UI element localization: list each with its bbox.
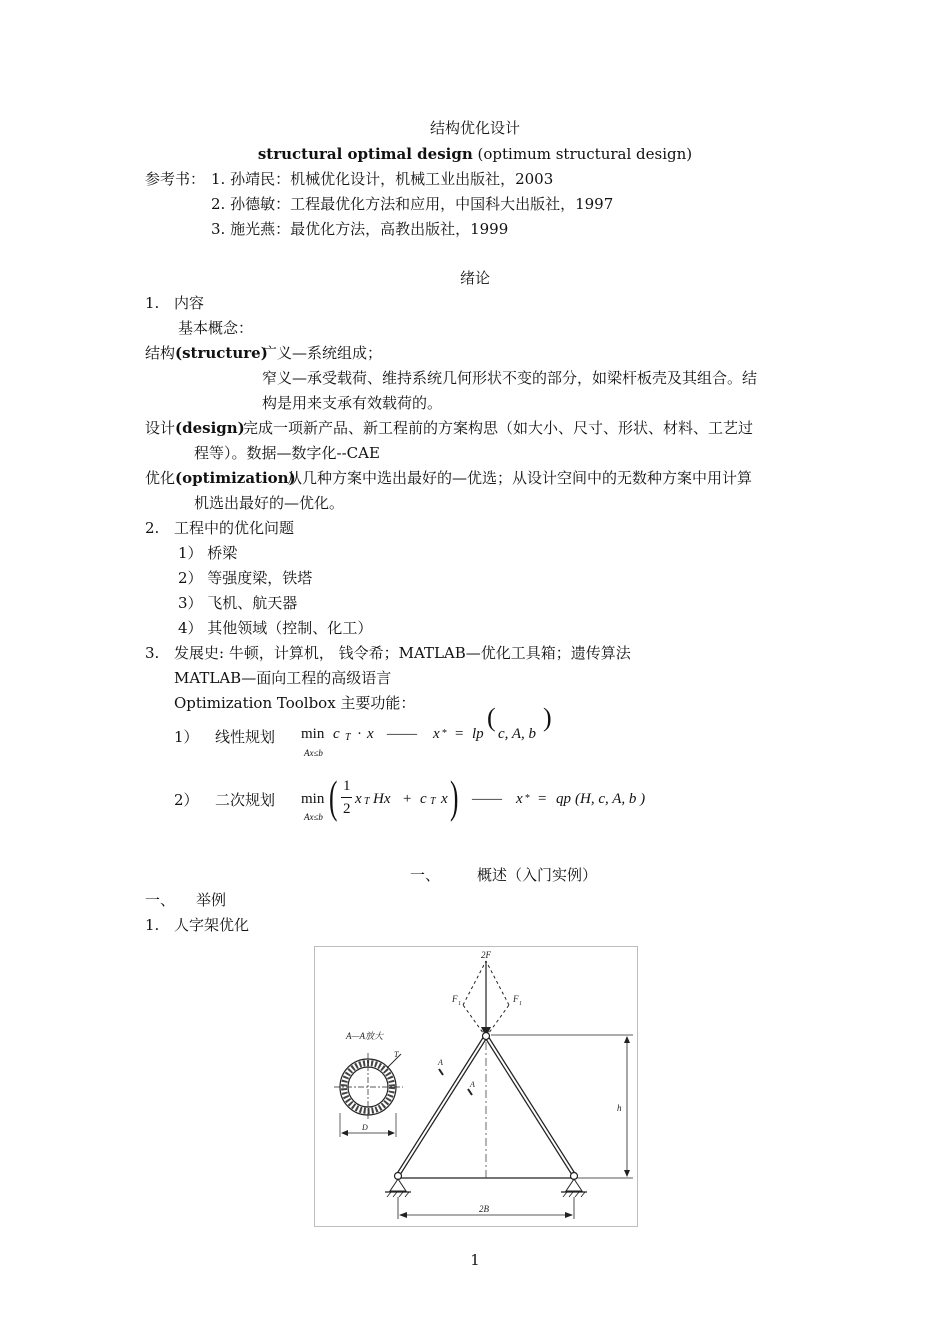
toolbox-text: Optimization Toolbox 主要功能： — [174, 694, 416, 712]
formula-name: 线性规划 — [215, 728, 276, 746]
page-number: 1 — [470, 1251, 480, 1269]
optimization-text: 从几种方案中选出最好的—优选；从设计空间中的无数种方案中用计算 — [287, 469, 753, 487]
basic-concepts: 基本概念： — [178, 319, 254, 337]
force-left-label: F — [452, 994, 458, 1004]
list-item: 2） 等强度梁，铁塔 — [178, 569, 313, 587]
ref-item: 3. 施光燕：最优化方法，高教出版社，1999 — [211, 220, 509, 238]
truss-diagram — [315, 947, 637, 1226]
matlab-text: MATLAB—面向工程的高级语言 — [174, 669, 392, 687]
page-title: 结构优化设计 — [429, 119, 520, 137]
intro-heading: 绪论 — [459, 269, 490, 287]
structure-term: 结构(structure) — [145, 344, 268, 362]
design-term: 设计(design) — [145, 419, 245, 437]
page-subtitle — [0, 144, 950, 164]
structure-broad: 广义—系统组成； — [262, 344, 383, 362]
list-item: 3） 飞机、航天器 — [178, 594, 298, 612]
subtitle-paren: (optimum structural design) — [477, 145, 693, 163]
width-label: 2B — [479, 1204, 489, 1214]
truss-figure — [314, 946, 638, 1227]
design-text: 程等）。数据—数字化--CAE — [194, 444, 380, 462]
svg-text:1: 1 — [458, 1001, 461, 1007]
force-right-label: F — [513, 994, 519, 1004]
subtitle-bold: structural optimal design — [257, 145, 473, 163]
ref-item: 2. 孙德敏：工程最优化方法和应用，中国科大出版社，1997 — [211, 195, 614, 213]
section-view-title: A—A放大 — [346, 1031, 383, 1041]
chapter-number: 一、 — [410, 866, 441, 884]
load-label: 2F — [481, 950, 491, 960]
section-number: 2. — [145, 519, 160, 537]
height-label: h — [617, 1103, 622, 1113]
section-number: 一、 — [145, 891, 176, 909]
history-text: 发展史: 牛顿，计算机， 钱令希；MATLAB—优化工具箱；遗传算法 — [174, 644, 631, 662]
formula-label: 1） — [174, 728, 199, 746]
structure-narrow: 构是用来支承有效载荷的。 — [262, 394, 443, 412]
section-title: 内容 — [174, 294, 205, 312]
svg-text:1: 1 — [519, 1001, 522, 1007]
section-mark-label: A — [470, 1080, 475, 1089]
example-number: 1. — [145, 916, 160, 934]
refs-label: 参考书： — [145, 170, 206, 188]
example-title: 人字架优化 — [174, 916, 250, 934]
section-number: 1. — [145, 294, 160, 312]
chapter-title: 概述（入门实例） — [477, 866, 598, 884]
formula-name: 二次规划 — [215, 791, 276, 809]
section-mark-label: A — [438, 1058, 443, 1067]
optimization-text: 机选出最好的—优化。 — [194, 494, 345, 512]
formula-label: 2） — [174, 791, 199, 809]
section-title: 工程中的优化问题 — [174, 519, 295, 537]
diameter-label: D — [362, 1123, 368, 1132]
list-item: 4） 其他领域（控制、化工） — [178, 619, 373, 637]
structure-narrow: 窄义—承受载荷、维持系统几何形状不变的部分，如梁杆板壳及其组合。结 — [262, 369, 758, 387]
section-number: 3. — [145, 644, 160, 662]
ref-item: 1. 孙靖民：机械优化设计，机械工业出版社，2003 — [211, 170, 554, 188]
fraction-bar — [341, 797, 352, 798]
thickness-label: T — [394, 1050, 399, 1059]
optimization-term: 优化(optimization) — [145, 469, 296, 487]
design-text: 完成一项新产品、新工程前的方案构思（如大小、尺寸、形状、材料、工艺过 — [243, 419, 754, 437]
list-item: 1） 桥梁 — [178, 544, 238, 562]
section-title: 举例 — [196, 891, 227, 909]
